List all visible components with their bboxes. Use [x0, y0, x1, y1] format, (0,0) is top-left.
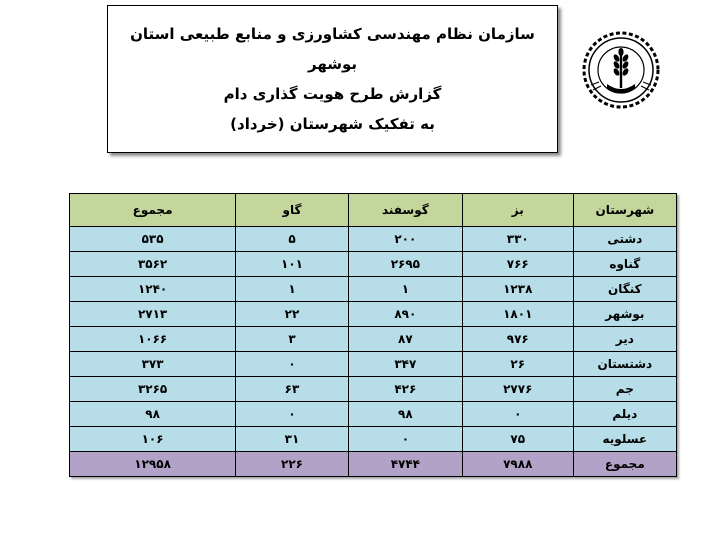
- totals-cow: ۲۲۶: [236, 452, 349, 477]
- cell-sheep: ۲۶۹۵: [348, 252, 462, 277]
- cell-sheep: ۴۲۶: [348, 377, 462, 402]
- report-subtitle: به تفکیک شهرستان (خرداد): [230, 115, 435, 133]
- cell-cow: ۶۳: [236, 377, 349, 402]
- cell-goat: ۲۶: [462, 352, 573, 377]
- table-header-row: [70, 194, 677, 227]
- cell-city: کنگان: [573, 277, 676, 302]
- cell-city: بوشهر: [573, 302, 676, 327]
- table-row: [70, 377, 677, 402]
- cell-sheep: ۰: [348, 427, 462, 452]
- totals-sheep: ۴۷۴۴: [348, 452, 462, 477]
- cell-cow: ۰: [236, 352, 349, 377]
- cell-cow: ۰: [236, 402, 349, 427]
- cell-goat: ۷۵: [462, 427, 573, 452]
- livestock-table: [69, 193, 677, 477]
- report-title: گزارش طرح هویت گذاری دام: [223, 85, 442, 103]
- table-row: [70, 252, 677, 277]
- header-sheep: گوسفند: [348, 194, 462, 227]
- table-row: [70, 302, 677, 327]
- table-row: [70, 227, 677, 252]
- cell-city: جم: [573, 377, 676, 402]
- cell-sheep: ۱: [348, 277, 462, 302]
- cell-goat: ۱۲۳۸: [462, 277, 573, 302]
- totals-row: [70, 452, 677, 477]
- cell-goat: ۱۸۰۱: [462, 302, 573, 327]
- cell-goat: ۲۷۷۶: [462, 377, 573, 402]
- table-row: [70, 352, 677, 377]
- cell-total: ۳۲۶۵: [70, 377, 236, 402]
- cell-total: ۱۰۶۶: [70, 327, 236, 352]
- wheat-gear-emblem-icon: [581, 30, 661, 112]
- cell-goat: ۷۶۶: [462, 252, 573, 277]
- cell-city: گناوه: [573, 252, 676, 277]
- totals-total: ۱۲۹۵۸: [70, 452, 236, 477]
- table-row: [70, 277, 677, 302]
- cell-cow: ۳: [236, 327, 349, 352]
- title-box: [107, 5, 558, 153]
- cell-total: ۱۰۶: [70, 427, 236, 452]
- totals-label: مجموع: [573, 452, 676, 477]
- cell-sheep: ۸۷: [348, 327, 462, 352]
- header-total: مجموع: [70, 194, 236, 227]
- cell-city: دشتستان: [573, 352, 676, 377]
- cell-city: دیر: [573, 327, 676, 352]
- organization-title: سازمان نظام مهندسی کشاورزی و منابع طبیعی استان بوشهر: [130, 25, 535, 73]
- totals-goat: ۷۹۸۸: [462, 452, 573, 477]
- table-row: [70, 427, 677, 452]
- cell-total: ۳۷۳: [70, 352, 236, 377]
- cell-cow: ۵: [236, 227, 349, 252]
- cell-goat: ۹۷۶: [462, 327, 573, 352]
- header-cow: گاو: [236, 194, 349, 227]
- cell-cow: ۳۱: [236, 427, 349, 452]
- header-goat: بز: [462, 194, 573, 227]
- cell-sheep: ۹۸: [348, 402, 462, 427]
- table-row: [70, 402, 677, 427]
- cell-city: دشتی: [573, 227, 676, 252]
- cell-total: ۱۲۴۰: [70, 277, 236, 302]
- cell-cow: ۱: [236, 277, 349, 302]
- cell-city: دیلم: [573, 402, 676, 427]
- cell-city: عسلویه: [573, 427, 676, 452]
- table-row: [70, 327, 677, 352]
- cell-goat: ۳۳۰: [462, 227, 573, 252]
- cell-sheep: ۸۹۰: [348, 302, 462, 327]
- cell-cow: ۱۰۱: [236, 252, 349, 277]
- cell-sheep: ۲۰۰: [348, 227, 462, 252]
- cell-cow: ۲۲: [236, 302, 349, 327]
- cell-sheep: ۳۴۷: [348, 352, 462, 377]
- cell-goat: ۰: [462, 402, 573, 427]
- cell-total: ۹۸: [70, 402, 236, 427]
- cell-total: ۲۷۱۳: [70, 302, 236, 327]
- header-city: شهرستان: [573, 194, 676, 227]
- cell-total: ۵۳۵: [70, 227, 236, 252]
- cell-total: ۳۵۶۲: [70, 252, 236, 277]
